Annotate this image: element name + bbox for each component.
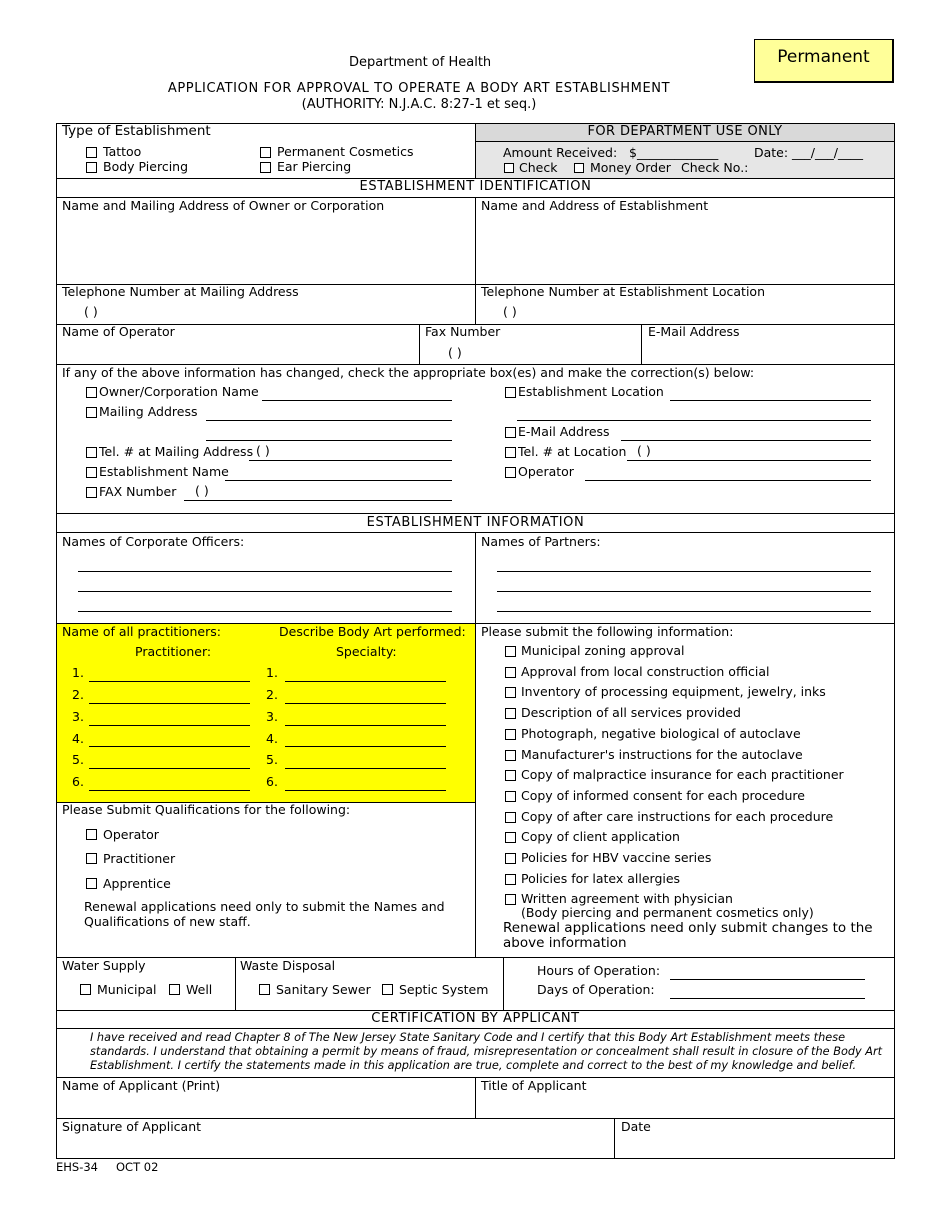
well-water-label: Well: [186, 982, 213, 997]
qualification-practitioner-label: Practitioner: [103, 851, 176, 866]
money-order-checkbox[interactable]: [574, 163, 584, 173]
specialty-subheading: Specialty:: [336, 644, 397, 659]
establishment-address-label: Name and Address of Establishment: [481, 198, 709, 213]
physician-note: (Body piercing and permanent cosmetics only): [521, 905, 814, 920]
ear-piercing-checkbox[interactable]: [260, 162, 271, 173]
practitioner-number: 6.: [72, 774, 84, 789]
dept-use-heading: FOR DEPARTMENT USE ONLY: [587, 124, 783, 139]
well-water-checkbox[interactable]: [169, 984, 180, 995]
operator-name-label: Name of Operator: [62, 324, 175, 339]
partners-label: Names of Partners:: [481, 534, 601, 549]
amount-received-label: Amount Received:: [503, 145, 618, 160]
submit-item-label: Copy of malpractice insurance for each practitioner: [521, 767, 844, 782]
certification-text-2: standards. I understand that obtaining a permit by means of fraud, misrepresentation or concealment shall result in closure of the Body Art: [90, 1045, 883, 1058]
submit-item-checkbox[interactable]: [505, 791, 516, 802]
certification-text-3: Establishment. I certify the statements made in this application are true, complete and correct to the best of my knowledge and belief.: [90, 1059, 857, 1072]
submit-item-checkbox[interactable]: [505, 729, 516, 740]
specialty-line[interactable]: [285, 768, 446, 769]
practitioners-heading: Name of all practitioners:: [62, 624, 221, 639]
practitioner-number: 5.: [72, 752, 84, 767]
tel-mailing-checkbox[interactable]: [86, 447, 97, 458]
signature-date-label: Date: [621, 1119, 651, 1134]
email-address-field[interactable]: [643, 340, 894, 363]
establishment-location-label: Establishment Location: [518, 384, 664, 399]
qualification-apprentice-checkbox[interactable]: [86, 878, 97, 889]
email-change-checkbox[interactable]: [505, 427, 516, 438]
tel-mailing-label: Tel. # at Mailing Address: [99, 444, 254, 459]
amount-received-field[interactable]: $_____________: [629, 145, 719, 160]
submit-item-checkbox[interactable]: [505, 874, 516, 885]
operator-change-checkbox[interactable]: [505, 467, 516, 478]
submit-info-heading: Please submit the following information:: [481, 624, 734, 639]
owner-corporation-name-label: Owner/Corporation Name: [99, 384, 259, 399]
qualifications-renewal-note-1: Renewal applications need only to submit the Names and: [84, 899, 445, 914]
submit-item-checkbox[interactable]: [505, 646, 516, 657]
practitioner-name-line[interactable]: [89, 746, 250, 747]
corporate-officers-line-3[interactable]: [78, 611, 452, 612]
signature-date-field[interactable]: [616, 1135, 894, 1158]
corporate-officers-line-2[interactable]: [78, 591, 452, 592]
submit-item-label: Description of all services provided: [521, 705, 741, 720]
fax-number-change-checkbox[interactable]: [86, 487, 97, 498]
permanent-cosmetics-label: Permanent Cosmetics: [277, 144, 414, 159]
practitioner-name-line[interactable]: [89, 681, 250, 682]
phone-mailing-label: Telephone Number at Mailing Address: [62, 284, 299, 299]
qualification-operator-label: Operator: [103, 827, 159, 842]
qualification-practitioner-checkbox[interactable]: [86, 853, 97, 864]
practitioner-name-line[interactable]: [89, 790, 250, 791]
sanitary-sewer-checkbox[interactable]: [259, 984, 270, 995]
corporate-officers-line-1[interactable]: [78, 571, 452, 572]
body-piercing-label: Body Piercing: [103, 159, 189, 174]
specialty-number: 2.: [266, 687, 278, 702]
specialty-line[interactable]: [285, 790, 446, 791]
phone-location-field[interactable]: ( ): [503, 304, 517, 319]
check-payment-label: Check: [519, 160, 558, 175]
septic-system-checkbox[interactable]: [382, 984, 393, 995]
qualification-operator-checkbox[interactable]: [86, 829, 97, 840]
submit-item-label: Manufacturer's instructions for the autoclave: [521, 747, 803, 762]
submit-item-label: Policies for HBV vaccine series: [521, 850, 712, 865]
fax-number-change-label: FAX Number: [99, 484, 177, 499]
corporate-officers-label: Names of Corporate Officers:: [62, 534, 245, 549]
ear-piercing-label: Ear Piercing: [277, 159, 352, 174]
type-of-establishment-heading: Type of Establishment: [62, 123, 211, 139]
specialty-number: 1.: [266, 665, 278, 680]
submit-item-label: Photograph, negative biological of autoclave: [521, 726, 801, 741]
certification-text-1: I have received and read Chapter 8 of The New Jersey State Sanitary Code and I certify that this Body Art Establishment meets these: [90, 1031, 846, 1044]
submit-item-label: Municipal zoning approval: [521, 643, 685, 658]
email-address-label: E-Mail Address: [648, 324, 740, 339]
operator-change-label: Operator: [518, 464, 574, 479]
certification-heading: CERTIFICATION BY APPLICANT: [371, 1011, 580, 1026]
qualification-apprentice-label: Apprentice: [103, 876, 171, 891]
practitioner-name-line[interactable]: [89, 725, 250, 726]
partners-line-2[interactable]: [497, 591, 871, 592]
applicant-title-label: Title of Applicant: [481, 1078, 587, 1093]
specialty-line[interactable]: [285, 703, 446, 704]
practitioner-subheading: Practitioner:: [135, 644, 212, 659]
submit-item-checkbox[interactable]: [505, 750, 516, 761]
form-id: EHS-34: [56, 1160, 98, 1174]
septic-system-label: Septic System: [399, 982, 489, 997]
specialty-number: 3.: [266, 709, 278, 724]
submit-item-checkbox[interactable]: [505, 687, 516, 698]
practitioner-number: 2.: [72, 687, 84, 702]
fax-number-change-paren: ( ): [195, 483, 209, 498]
owner-corporation-name-checkbox[interactable]: [86, 387, 97, 398]
mailing-address-label: Mailing Address: [99, 404, 198, 419]
qualifications-renewal-note-2: Qualifications of new staff.: [84, 914, 251, 929]
body-piercing-checkbox[interactable]: [86, 162, 97, 173]
submit-item-checkbox[interactable]: [505, 853, 516, 864]
applicant-signature-label: Signature of Applicant: [62, 1119, 202, 1134]
establishment-location-line-2[interactable]: [517, 420, 871, 421]
applicant-signature-field[interactable]: [57, 1135, 613, 1158]
water-supply-heading: Water Supply: [62, 958, 146, 973]
practitioner-name-line[interactable]: [89, 768, 250, 769]
days-of-operation-line[interactable]: [670, 998, 865, 999]
mailing-address-line-2[interactable]: [206, 440, 452, 441]
submit-item-label: Copy of informed consent for each procedure: [521, 788, 805, 803]
tattoo-checkbox[interactable]: [86, 147, 97, 158]
submit-item-label: Copy of after care instructions for each procedure: [521, 809, 834, 824]
check-payment-checkbox[interactable]: [504, 163, 514, 173]
operator-name-field[interactable]: [57, 340, 418, 363]
fax-number-field[interactable]: ( ): [448, 345, 462, 360]
fax-number-label: Fax Number: [425, 324, 501, 339]
submit-item-checkbox[interactable]: [505, 894, 516, 905]
applicant-title-field[interactable]: [477, 1094, 894, 1117]
submit-item-checkbox[interactable]: [505, 708, 516, 719]
practitioner-number: 1.: [72, 665, 84, 680]
submit-item-label: Inventory of processing equipment, jewelry, inks: [521, 684, 826, 699]
email-change-line[interactable]: [621, 440, 871, 441]
tel-mailing-line[interactable]: [249, 460, 452, 461]
hours-of-operation-line[interactable]: [670, 979, 865, 980]
owner-mailing-address-field[interactable]: [57, 214, 474, 283]
waste-disposal-heading: Waste Disposal: [240, 958, 336, 973]
permanent-cosmetics-checkbox[interactable]: [260, 147, 271, 158]
partners-line-3[interactable]: [497, 611, 871, 612]
practitioner-name-line[interactable]: [89, 703, 250, 704]
submit-item-checkbox[interactable]: [505, 812, 516, 823]
phone-mailing-field[interactable]: ( ): [84, 304, 98, 319]
form-title: APPLICATION FOR APPROVAL TO OPERATE A BODY ART ESTABLISHMENT: [167, 81, 671, 96]
submit-item-label: Approval from local construction official: [521, 664, 770, 679]
practitioner-number: 3.: [72, 709, 84, 724]
specialty-number: 4.: [266, 731, 278, 746]
email-change-label: E-Mail Address: [518, 424, 610, 439]
date-received-field[interactable]: Date: ___/___/____: [754, 145, 863, 160]
money-order-label: Money Order: [590, 160, 671, 175]
establishment-name-line[interactable]: [225, 480, 452, 481]
establishment-information-heading: ESTABLISHMENT INFORMATION: [366, 515, 585, 530]
mailing-address-line-1[interactable]: [206, 420, 452, 421]
applicant-name-label: Name of Applicant (Print): [62, 1078, 221, 1093]
tel-mailing-paren: ( ): [256, 443, 270, 458]
form-authority: (AUTHORITY: N.J.A.C. 8:27-1 et seq.): [301, 97, 537, 112]
submit-renewal-note-2: above information: [503, 935, 627, 951]
submit-item-label: Written agreement with physician: [521, 891, 733, 906]
form-revision: OCT 02: [116, 1160, 159, 1174]
days-of-operation-label: Days of Operation:: [537, 982, 655, 997]
qualifications-heading: Please Submit Qualifications for the following:: [62, 802, 351, 817]
operator-change-line[interactable]: [585, 480, 871, 481]
mailing-address-checkbox[interactable]: [86, 407, 97, 418]
tel-location-label: Tel. # at Location: [518, 444, 627, 459]
specialty-line[interactable]: [285, 681, 446, 682]
submit-item-checkbox[interactable]: [505, 667, 516, 678]
owner-corporation-name-line[interactable]: [262, 400, 452, 401]
specialty-number: 5.: [266, 752, 278, 767]
tel-location-line[interactable]: [627, 460, 871, 461]
hours-of-operation-label: Hours of Operation:: [537, 963, 661, 978]
submit-item-checkbox[interactable]: [505, 832, 516, 843]
establishment-identification-heading: ESTABLISHMENT IDENTIFICATION: [359, 179, 592, 194]
establishment-location-line-1[interactable]: [670, 400, 871, 401]
submit-renewal-note-1: Renewal applications need only submit changes to the: [503, 920, 873, 936]
partners-line-1[interactable]: [497, 571, 871, 572]
municipal-water-checkbox[interactable]: [80, 984, 91, 995]
fax-number-change-line[interactable]: [184, 500, 452, 501]
establishment-name-label: Establishment Name: [99, 464, 229, 479]
submit-item-label: Copy of client application: [521, 829, 680, 844]
practitioner-number: 4.: [72, 731, 84, 746]
applicant-name-field[interactable]: [57, 1094, 474, 1117]
municipal-water-label: Municipal: [97, 982, 157, 997]
sanitary-sewer-label: Sanitary Sewer: [276, 982, 371, 997]
specialty-line[interactable]: [285, 746, 446, 747]
owner-mailing-address-label: Name and Mailing Address of Owner or Corporation: [62, 198, 385, 213]
submit-item-checkbox[interactable]: [505, 770, 516, 781]
tel-location-checkbox[interactable]: [505, 447, 516, 458]
specialty-number: 6.: [266, 774, 278, 789]
tattoo-label: Tattoo: [103, 144, 142, 159]
permanent-badge: Permanent: [754, 39, 894, 83]
phone-location-label: Telephone Number at Establishment Location: [481, 284, 765, 299]
specialty-line[interactable]: [285, 725, 446, 726]
establishment-location-checkbox[interactable]: [505, 387, 516, 398]
establishment-name-checkbox[interactable]: [86, 467, 97, 478]
department-name: Department of Health: [349, 55, 492, 70]
check-number-label: Check No.:: [681, 160, 749, 175]
tel-location-paren: ( ): [637, 443, 651, 458]
changes-instruction: If any of the above information has changed, check the appropriate box(es) and make the correction(s) below:: [62, 365, 755, 380]
body-art-heading: Describe Body Art performed:: [279, 624, 466, 639]
submit-item-label: Policies for latex allergies: [521, 871, 681, 886]
establishment-address-field[interactable]: [477, 214, 894, 283]
